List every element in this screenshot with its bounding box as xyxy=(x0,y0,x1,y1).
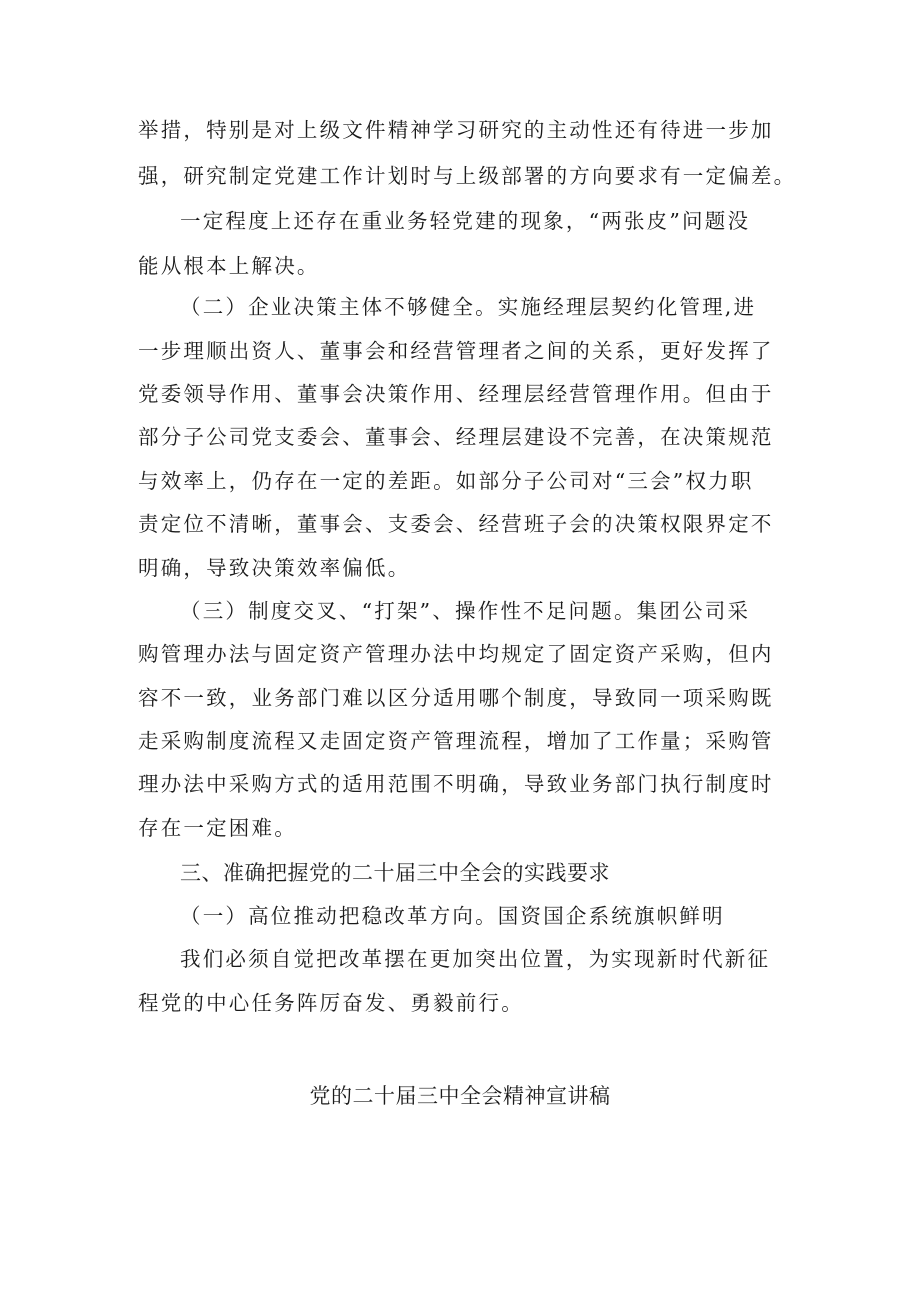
next-document-title: 党的二十届三中全会精神宣讲稿 xyxy=(309,1084,611,1108)
paragraph-line: 强，研究制定党建工作计划时与上级部署的方向要求有一定偏差。 xyxy=(138,164,797,188)
paragraph-line: 容不一致，业务部门难以区分适用哪个制度，导致同一项采购既 xyxy=(138,686,774,710)
paragraph-line: 存在一定困难。 xyxy=(138,816,297,840)
paragraph-line: 我们必须自觉把改革摆在更加突出位置，为实现新时代新征 xyxy=(180,947,771,971)
paragraph-line: 理办法中采购方式的适用范围不明确，导致业务部门执行制度时 xyxy=(138,772,774,796)
paragraph-line: （一）高位推动把稳改革方向。国资国企系统旗帜鲜明 xyxy=(180,904,725,928)
paragraph-line: 走采购制度流程又走固定资产管理流程，增加了工作量；采购管 xyxy=(138,729,774,753)
paragraph-line: 党委领导作用、董事会决策作用、经理层经营管理作用。但由于 xyxy=(138,382,774,406)
paragraph-line: 一步理顺出资人、董事会和经营管理者之间的关系，更好发挥了 xyxy=(138,339,774,363)
paragraph-line: 程党的中心任务阵厉奋发、勇毅前行。 xyxy=(138,991,524,1015)
paragraph-line: （二）企业决策主体不够健全。实施经理层契约化管理,进 xyxy=(180,295,757,319)
paragraph-line: 部分子公司党支委会、董事会、经理层建设不完善，在决策规范 xyxy=(138,425,774,449)
paragraph-line: 购管理办法与固定资产管理办法中均规定了固定资产采购，但内 xyxy=(138,642,774,666)
paragraph-line: 能从根本上解决。 xyxy=(138,254,320,278)
section-heading: 三、准确把握党的二十届三中全会的实践要求 xyxy=(180,861,610,885)
paragraph-line: 责定位不清晰，董事会、支委会、经营班子会的决策权限界定不 xyxy=(138,512,774,536)
paragraph-line: 与效率上，仍存在一定的差距。如部分子公司对“三会”权力职 xyxy=(138,469,754,493)
paragraph-line: 举措，特别是对上级文件精神学习研究的主动性还有待进一步加 xyxy=(138,118,774,142)
paragraph-line: 一定程度上还存在重业务轻党建的现象，“两张皮”问题没 xyxy=(180,209,751,233)
paragraph-line: （三）制度交叉、“打架”、操作性不足问题。集团公司采 xyxy=(180,599,751,623)
paragraph-line: 明确，导致决策效率偏低。 xyxy=(138,556,411,580)
